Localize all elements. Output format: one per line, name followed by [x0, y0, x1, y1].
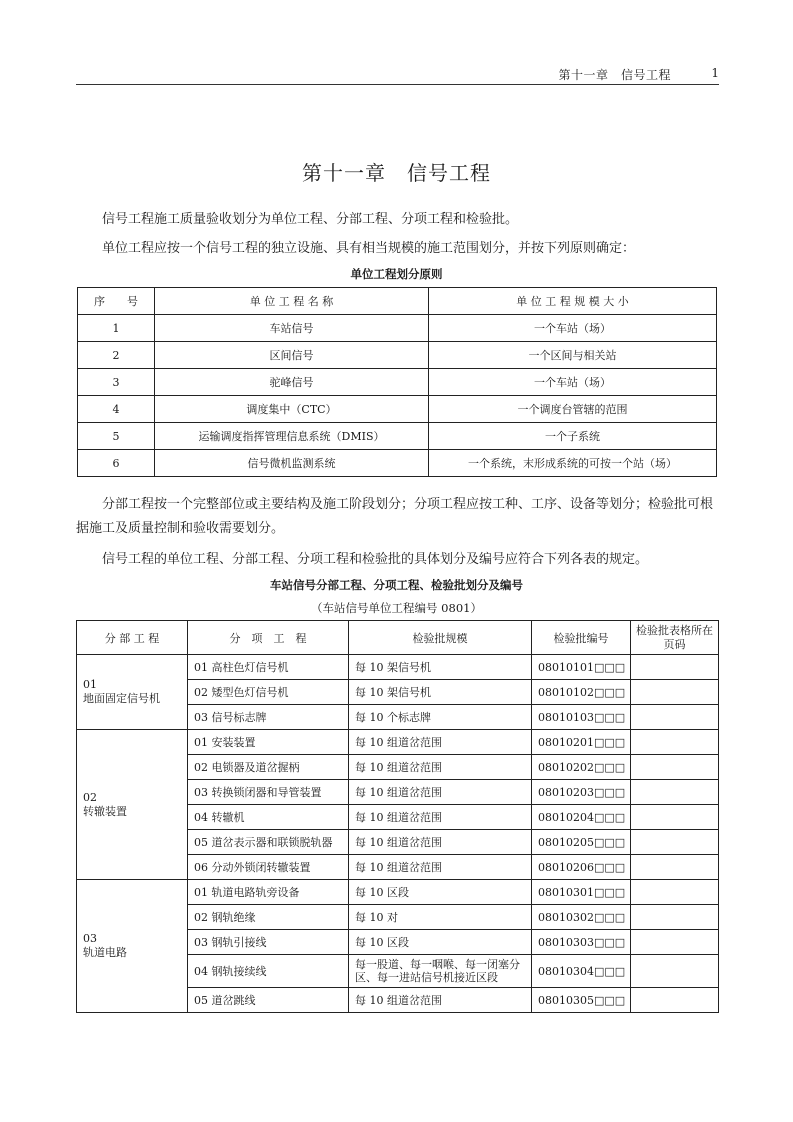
- page-cell: [631, 780, 719, 805]
- column-header: 检验批编号: [532, 621, 631, 655]
- station-signal-division-table: [76, 620, 719, 1013]
- scale-cell: 每 10 组道岔范围: [349, 780, 532, 805]
- table-header-row: [77, 621, 719, 655]
- table-cell: 6: [78, 450, 155, 477]
- table-cell: 3: [78, 369, 155, 396]
- paragraph-2: 单位工程应按一个信号工程的独立设施、具有相当规模的施工范围划分，并按下列原则确定：: [102, 241, 636, 256]
- sub-item-cell: 05 道岔表示器和联锁脱轨器: [188, 830, 349, 855]
- division-code: 01: [83, 678, 97, 691]
- table-row: [78, 450, 717, 477]
- page-cell: [631, 730, 719, 755]
- scale-cell: 每 10 对: [349, 905, 532, 930]
- batch-code-cell: 08010204□□□: [532, 805, 631, 830]
- table-row: [77, 730, 719, 755]
- scale-cell: 每 10 组道岔范围: [349, 855, 532, 880]
- table-row: [77, 880, 719, 905]
- page-cell: [631, 905, 719, 930]
- table-cell: 一个调度台管辖的范围: [429, 396, 717, 423]
- page-cell: [631, 680, 719, 705]
- batch-code-cell: 08010202□□□: [532, 755, 631, 780]
- scale-cell: 每 10 区段: [349, 930, 532, 955]
- page-cell: [631, 880, 719, 905]
- sub-item-cell: 04 转辙机: [188, 805, 349, 830]
- scale-cell: 每 10 个标志牌: [349, 705, 532, 730]
- table-row: [78, 342, 717, 369]
- sub-item-cell: 03 转换锁闭器和导管装置: [188, 780, 349, 805]
- table-cell: 一个车站（场）: [429, 369, 717, 396]
- table1-caption: 单位工程划分原则: [350, 267, 443, 281]
- scale-cell: 每 10 区段: [349, 880, 532, 905]
- paragraph-4: 信号工程的单位工程、分部工程、分项工程和检验批的具体划分及编号应符合下列各表的规定。: [102, 552, 649, 567]
- page-cell: [631, 930, 719, 955]
- batch-code-cell: 08010201□□□: [532, 730, 631, 755]
- scale-cell: 每 10 架信号机: [349, 655, 532, 680]
- page-cell: [631, 855, 719, 880]
- header-rule: [76, 84, 719, 85]
- table-cell: 一个区间与相关站: [429, 342, 717, 369]
- table-header-row: [78, 288, 717, 315]
- page-cell: [631, 955, 719, 988]
- sub-item-cell: 01 安装装置: [188, 730, 349, 755]
- page-cell: [631, 830, 719, 855]
- sub-item-cell: 02 钢轨绝缘: [188, 905, 349, 930]
- batch-code-cell: 08010205□□□: [532, 830, 631, 855]
- batch-code-cell: 08010302□□□: [532, 905, 631, 930]
- division-code: 02: [83, 790, 97, 804]
- batch-code-cell: 08010203□□□: [532, 780, 631, 805]
- division-name: 转辙装置: [83, 804, 127, 818]
- column-header: 序 号: [78, 288, 155, 315]
- batch-code-cell: 08010301□□□: [532, 880, 631, 905]
- division-cell: [77, 655, 188, 730]
- batch-code-cell: 08010101□□□: [532, 655, 631, 680]
- paragraph-3: 分部工程按一个完整部位或主要结构及施工阶段划分；分项工程应按工种、工序、设备等划分；检验批可根据施工及质量控制和验收需要划分。: [76, 497, 714, 536]
- table2-subcaption: （车站信号单位工程编号 0801）: [311, 601, 482, 615]
- table-cell: 信号微机监测系统: [155, 450, 429, 477]
- sub-item-cell: 02 电锁器及道岔握柄: [188, 755, 349, 780]
- table-cell: 一个系统，末形成系统的可按一个站（场）: [429, 450, 717, 477]
- division-cell: [77, 730, 188, 880]
- division-cell: [77, 880, 188, 1013]
- sub-item-cell: 06 分动外锁闭转辙装置: [188, 855, 349, 880]
- column-header: 分 项 工 程: [188, 621, 349, 655]
- sub-item-cell: 01 高柱色灯信号机: [188, 655, 349, 680]
- sub-item-cell: 03 信号标志牌: [188, 705, 349, 730]
- table-row: [78, 369, 717, 396]
- scale-cell: 每 10 组道岔范围: [349, 988, 532, 1013]
- page-number: 1: [711, 66, 719, 80]
- table2-caption: 车站信号分部工程、分项工程、检验批划分及编号: [270, 578, 523, 592]
- division-name: 地面固定信号机: [83, 692, 160, 705]
- table-cell: 一个车站（场）: [429, 315, 717, 342]
- page-cell: [631, 805, 719, 830]
- chapter-title: 第十一章 信号工程: [302, 161, 491, 185]
- table-cell: 4: [78, 396, 155, 423]
- division-code: 03: [83, 932, 97, 945]
- table-cell: 车站信号: [155, 315, 429, 342]
- scale-cell: 每 10 架信号机: [349, 680, 532, 705]
- table-cell: 驼峰信号: [155, 369, 429, 396]
- paragraph-1: 信号工程施工质量验收划分为单位工程、分部工程、分项工程和检验批。: [102, 212, 519, 227]
- scale-cell: 每一股道、每一咽喉、每一闭塞分区、每一进站信号机接近区段: [349, 955, 532, 988]
- batch-code-cell: 08010303□□□: [532, 930, 631, 955]
- sub-item-cell: 03 钢轨引接线: [188, 930, 349, 955]
- column-header: 检验批表格所在页码: [631, 621, 719, 655]
- page-cell: [631, 988, 719, 1013]
- scale-cell: 每 10 组道岔范围: [349, 830, 532, 855]
- column-header: 检验批规模: [349, 621, 532, 655]
- table-cell: 调度集中（CTC）: [155, 396, 429, 423]
- table-cell: 1: [78, 315, 155, 342]
- page-header: [76, 64, 719, 84]
- page-cell: [631, 705, 719, 730]
- batch-code-cell: 08010206□□□: [532, 855, 631, 880]
- scale-cell: 每 10 组道岔范围: [349, 755, 532, 780]
- page-cell: [631, 755, 719, 780]
- unit-division-table: [77, 287, 717, 477]
- table-cell: 运输调度指挥管理信息系统（DMIS）: [155, 423, 429, 450]
- running-head: 第十一章 信号工程: [558, 68, 671, 82]
- column-header: 单 位 工 程 规 模 大 小: [429, 288, 717, 315]
- batch-code-cell: 08010102□□□: [532, 680, 631, 705]
- scale-cell: 每 10 组道岔范围: [349, 730, 532, 755]
- sub-item-cell: 01 轨道电路轨旁设备: [188, 880, 349, 905]
- batch-code-cell: 08010305□□□: [532, 988, 631, 1013]
- division-name: 轨道电路: [83, 946, 127, 959]
- scale-cell: 每 10 组道岔范围: [349, 805, 532, 830]
- table-row: [78, 315, 717, 342]
- table-cell: 5: [78, 423, 155, 450]
- sub-item-cell: 02 矮型色灯信号机: [188, 680, 349, 705]
- table-cell: 一个子系统: [429, 423, 717, 450]
- table-cell: 区间信号: [155, 342, 429, 369]
- table-row: [78, 396, 717, 423]
- batch-code-cell: 08010103□□□: [532, 705, 631, 730]
- column-header: 分 部 工 程: [77, 621, 188, 655]
- sub-item-cell: 04 钢轨接续线: [188, 955, 349, 988]
- batch-code-cell: 08010304□□□: [532, 955, 631, 988]
- sub-item-cell: 05 道岔跳线: [188, 988, 349, 1013]
- column-header: 单 位 工 程 名 称: [155, 288, 429, 315]
- table-cell: 2: [78, 342, 155, 369]
- table-row: [78, 423, 717, 450]
- page-cell: [631, 655, 719, 680]
- table-row: [77, 655, 719, 680]
